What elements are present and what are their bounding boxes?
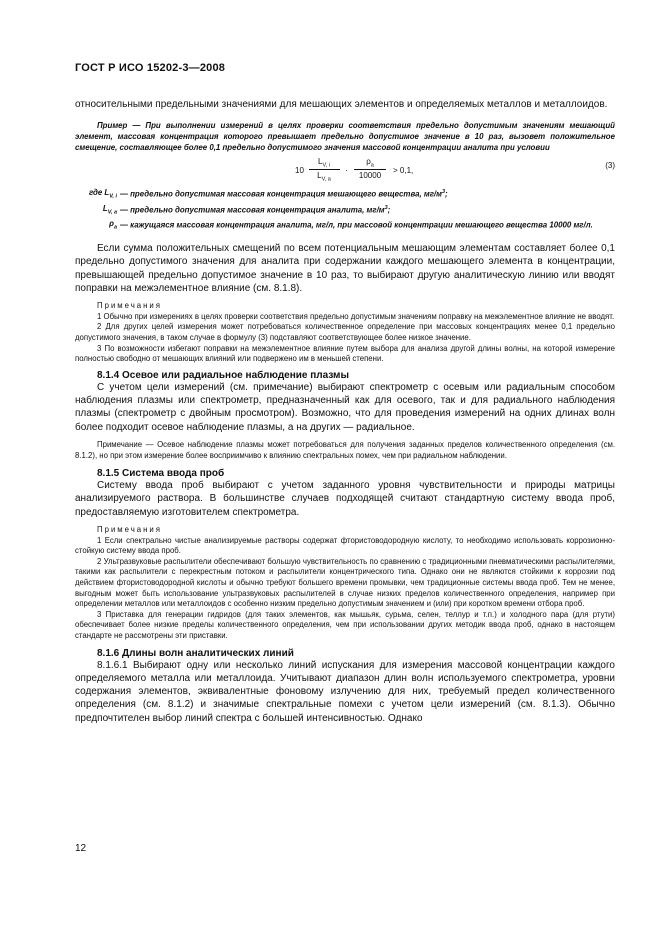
- formula-relation: > 0,1,: [393, 166, 414, 176]
- section-heading-8-1-6: 8.1.6 Длины волн аналитических линий: [97, 647, 294, 659]
- note-item: 3 Приставка для генерации гидридов (для таких элементов, как мышьяк, сурьма, селен, теллур и т.п.) и холодного пара (для ртути) обеспечивает более низкие пределы количественного определения, чем при использовании других методик ввода проб, однако в настоящем стандарте не рассмотрены эти приставки.: [75, 609, 615, 640]
- section-8-1-4-note: Примечание — Осевое наблюдение плазмы может потребоваться для получения заданных пределов количественного определения (см. 8.1.2), но при этом измерение более восприимчиво к влиянию спектральных помех, чем при радиальном наблюдении.: [75, 439, 615, 460]
- paragraph-sum-biases: Если сумма положительных смещений по всем потенциальным мешающим элементам составляет более 0,1 предельно допустимого значения для аналита при содержании каждого мешающего элемента в концентрации, превышающей предельно допустимое значение в 10 раз, то выбирают другую аналитическую линию или вводят поправки на межэлементное влияние (см. 8.1.8).: [75, 243, 615, 294]
- section-heading-8-1-5: 8.1.5 Система ввода проб: [97, 468, 225, 480]
- example-text: Пример — При выполнении измерений в целях проверки соответствия предельно допустимым значениям мешающий элемент, массовая концентрация которого превышает предельно допустимое значение в 10 раз, вызовет положительное смещение, составляющее более 0,1 предельно допустимого значения массовой концентрации аналита при условии: [75, 121, 615, 153]
- notes-title: Примечания: [97, 525, 163, 535]
- fraction-bar-1: [309, 169, 340, 170]
- section-heading-8-1-4: 8.1.4 Осевое или радиальное наблюдение плазмы: [97, 369, 349, 381]
- formula-3: [75, 153, 615, 187]
- formula-den1: $L_{V, a}$: [317, 171, 331, 183]
- notes-title: Примечания: [97, 301, 163, 311]
- document-page: [75, 62, 615, 725]
- formula-dot: ·: [345, 166, 348, 176]
- section-8-1-5-text: Систему ввода проб выбирают с учетом заданного уровня чувствительности и природы матрицы анализируемого раствора. В большинстве случаев подходящей считают стандартную систему ввода проб, предоставляемую изготовителем спектрометра.: [75, 480, 615, 518]
- definition-item: $\rho_a$ — кажущаяся массовая концентрация аналита, мг/л, при массовой концентрации мешающего вещества 10000 мг/л.: [109, 219, 593, 232]
- definitions-list: [75, 187, 615, 234]
- note-item: 3 По возможности избегают поправки на межэлементное влияние путем выбора для анализа другой длины волны, на которой измерение полностью свободно от мешающих влияний или подвержено им в меньшей степени.: [75, 343, 615, 364]
- note-item: 2 Ультразвуковые распылители обеспечивают большую чувствительность по сравнению с традиционными пневматическими распылителями, такими как распылители с перекрестным потоком и распылители концентрического типа. Однако они не являются стойкими к коррозии под действием фтористоводородной кислоты и обычно требуют большего времени промывки, чем традиционные системы ввода проб. Тем не менее, выгодным может быть использование ультразвуковых распылителей в случае низких пределов количественного определения, например при определении металлов или металлоидов с особенно низким предельно допустимым значением и (или) при коротком времени отбора проб.: [75, 556, 615, 609]
- definition-item: $L_{V, a}$ — предельно допустимая массовая концентрация аналита, $мг/м^3$;: [102, 203, 391, 216]
- page-number: 12: [75, 843, 87, 854]
- definition-item: где $L_{V, i}$ — предельно допустимая массовая концентрация мешающего вещества, $мг/м^3$;: [89, 188, 448, 200]
- intro-paragraph: относительными предельными значениями для мешающих элементов и определяемых металлов и металлоидов.: [75, 99, 608, 110]
- notes-block-1: [75, 301, 615, 365]
- section-8-1-4-text: С учетом цели измерений (см. примечание) выбирают спектрометр с осевым или радиальным способом наблюдения плазмы или спектрометр, предназначенный как для осевого, так и для радиального наблюдения плазмы (спектрометр с двойным просмотром). Возможно, что для проведения измерений на одних длинах волн более подходит осевое наблюдение плазмы, а на других — радиальное.: [75, 381, 615, 433]
- note-item: 1 Если спектрально чистые анализируемые растворы содержат фтористоводородную кислоту, то необходимо использовать коррозионно-стойкую систему ввода проб.: [75, 535, 615, 556]
- note-item: 1 Обычно при измерениях в целях проверки соответствия предельно допустимым значениям поправку на межэлементное влияние не вводят.: [97, 311, 615, 321]
- formula-number: (3): [605, 161, 615, 171]
- document-header: ГОСТ Р ИСО 15202-3—2008: [75, 62, 226, 74]
- fraction-bar-2: [354, 169, 386, 170]
- formula-num2: $\rho_a$: [366, 157, 374, 169]
- notes-block-2: [75, 525, 615, 642]
- formula-den2: 10000: [358, 171, 382, 181]
- formula-coef: 10: [295, 166, 304, 176]
- note-item: 2 Для других целей измерения может потребоваться количественное определение при массовых концентрациях менее 0,1 предельно допустимого значения, в таком случае в формулу (3) подставляют соответствующее более низкое значение.: [75, 322, 615, 342]
- section-8-1-6-text: 8.1.6.1 Выбирают одну или несколько линий испускания для измерения массовой концентрации каждого определяемого металла или металлоида. Учитывают диапазон длин волн используемого спектрометра, уровни содержания элементов, эквивалентные фоновому излучению для них, требуемый предел количественного определения (см. 8.1.2) и значимые спектральные помехи с учетом цели измерений (см. 8.1.3). Обычно предпочтителен выбор линий спектра с большей интенсивностью. Однако: [75, 659, 615, 724]
- formula-num1: $L_{V, i}$: [318, 157, 330, 169]
